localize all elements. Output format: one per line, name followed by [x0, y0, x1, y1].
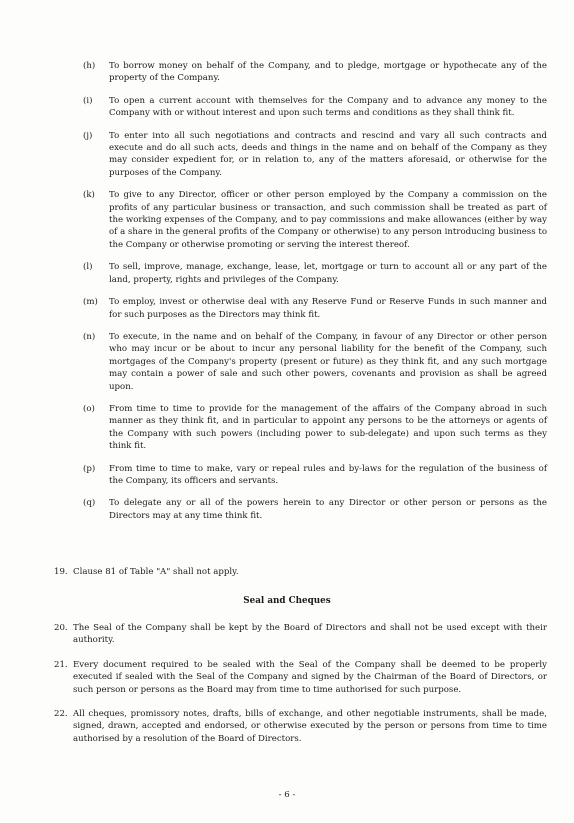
clause-21-block — [54, 659, 547, 696]
sub-item-text: From time to time to provide for the management of the affairs of the Company abroad in such manner as they think fit, and in particular to appoint any persons to be the attorneys or agents of the Company with such powers (including power to sub-delegate) and upon such terms as they think fit. — [109, 403, 547, 452]
clause-number: 20. — [54, 623, 68, 633]
clause-20-block — [54, 622, 547, 647]
page-number: - 6 - — [278, 790, 296, 800]
sub-item-m — [83, 296, 547, 321]
sub-item-list — [83, 60, 547, 532]
clause-19-block — [54, 566, 547, 578]
sub-item-text: From time to time to make, vary or repeal rules and by-laws for the regulation of the business of the Company, its officers and servants. — [109, 463, 547, 486]
clause-text: Every document required to be sealed with the Seal of the Company shall be deemed to be properly executed if sealed with the Seal of the Company and signed by the Chairman of the Board of Directors, or such person or persons as the Board may from time to time authorised for such purpose. — [73, 660, 547, 695]
sub-item-label: (m) — [83, 297, 98, 308]
sub-item-label: (h) — [83, 61, 96, 71]
clause-text: All cheques, promissory notes, drafts, bills of exchange, and other negotiable instruments, shall be made, signed, drawn, accepted and endorsed, or otherwise executed by the person or persons from time to time authorised by a resolution of the Board of Directors. — [73, 709, 547, 744]
sub-item-text: To sell, improve, manage, exchange, lease, let, mortgage or turn to account all or any part of the land, property, rights and privileges of the Company. — [109, 262, 547, 285]
sub-item-text: To enter into all such negotiations and contracts and rescind and vary all such contracts and execute and do all such acts, deeds and things in the name and on behalf of the Company as they may consider expedient for, or in relation to, any of the matters aforesaid, or otherwise for the purposes of the Company. — [109, 130, 547, 178]
sub-item-i — [83, 95, 547, 120]
clause-number: 22. — [54, 709, 68, 719]
sub-item-p — [83, 463, 547, 488]
clause-text: The Seal of the Company shall be kept by the Board of Directors and shall not be used except with their authority. — [73, 623, 547, 646]
sub-item-k — [83, 189, 547, 251]
sub-item-label: (j) — [83, 130, 93, 141]
sub-item-label: (l) — [83, 262, 93, 273]
sub-item-label: (q) — [83, 498, 96, 509]
sub-item-text: To execute, in the name and on behalf of the Company, in favour of any Director or other person who may incur or be about to incur any personal liability for the benefit of the Company, such mortgages of the Company's property (present or future) as they think fit, and any such mortgage may contain a power of sale and such other powers, covenants and provision as shall be agreed upon. — [109, 331, 547, 392]
sub-item-q — [83, 497, 547, 522]
sub-item-n — [83, 331, 547, 393]
clause-number: 19. — [54, 567, 68, 577]
clause-19 — [54, 566, 547, 578]
sub-item-o — [83, 403, 547, 453]
sub-item-label: (n) — [83, 331, 96, 342]
sub-item-text: To give to any Director, officer or other person employed by the Company a commission on the profits of any particular business or transaction, and such commission shall be treated as part of the working expenses of the Company, and to pay commissions and make allowances (either by way of a share in the general profits of the Company or otherwise) to any person introducing business to the Company or otherwise promoting or serving the interest thereof. — [109, 190, 547, 250]
clause-22 — [54, 708, 547, 745]
sub-item-label: (o) — [83, 403, 95, 414]
clause-20 — [54, 622, 547, 647]
sub-item-l — [83, 261, 547, 286]
sub-item-text: To delegate any or all of the powers herein to any Director or other person or persons as the Directors may at any time think fit. — [109, 498, 547, 521]
sub-item-text: To employ, invest or otherwise deal with any Reserve Fund or Reserve Funds in such manner and for such purposes as the Directors may think fit. — [109, 297, 547, 320]
clause-text: Clause 81 of Table "A" shall not apply. — [73, 567, 239, 577]
sub-item-text: To open a current account with themselves for the Company and to advance any money to the Company with or without interest and upon such terms and conditions as they shall think fit. — [109, 95, 547, 119]
sub-item-label: (k) — [83, 190, 95, 201]
sub-item-label: (p) — [83, 463, 96, 474]
clause-21 — [54, 659, 547, 696]
sub-item-text: To borrow money on behalf of the Company, and to pledge, mortgage or hypothecate any of the property of the Company. — [109, 61, 547, 84]
sub-item-j — [83, 130, 547, 180]
sub-item-h — [83, 60, 547, 85]
sub-item-label: (i) — [83, 95, 93, 106]
clause-number: 21. — [54, 660, 68, 670]
section-heading: Seal and Cheques — [243, 596, 331, 606]
clause-22-block — [54, 708, 547, 745]
